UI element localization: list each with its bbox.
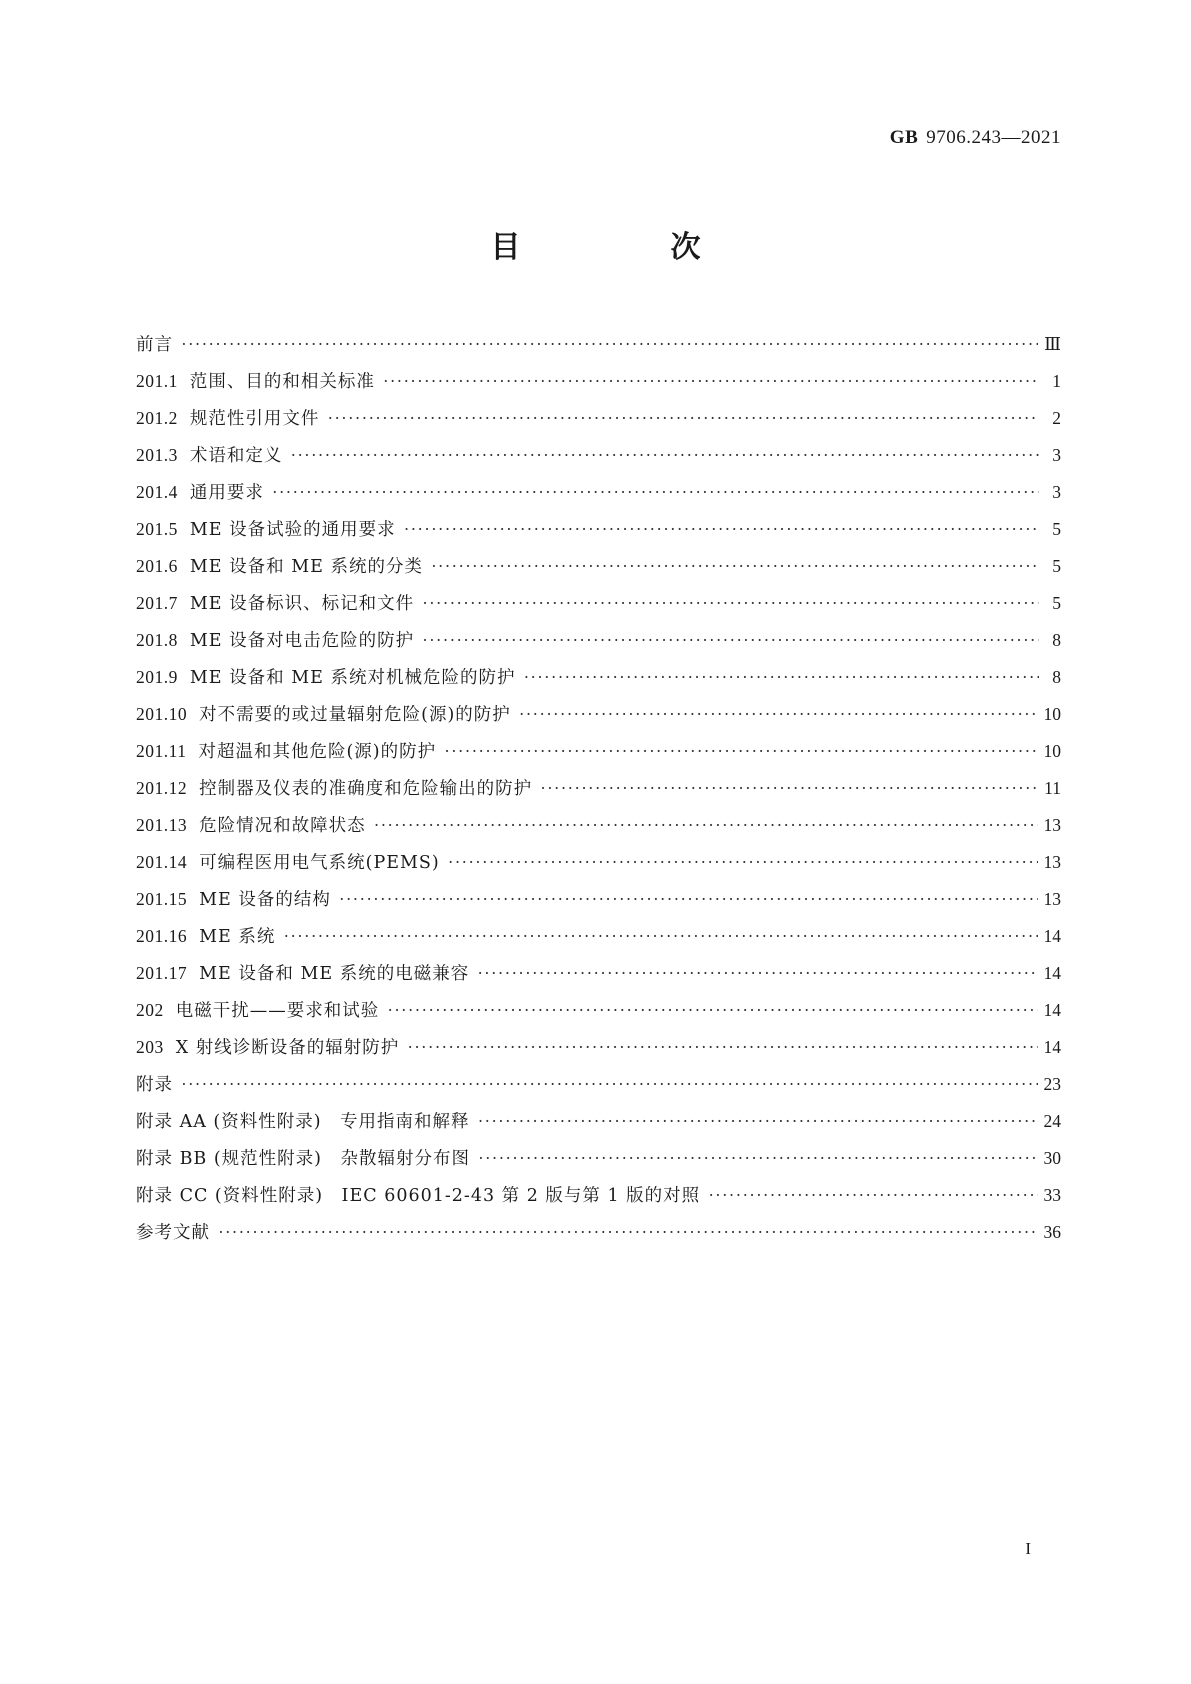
toc-entry[interactable] xyxy=(136,1140,1061,1177)
toc-leader-dots xyxy=(404,511,1039,548)
toc-entry-page: 14 xyxy=(1043,1000,1061,1020)
toc-entry-number: 201.2 xyxy=(136,408,178,428)
toc-entry-title: ME 系统 xyxy=(199,927,276,947)
toc-entry-number: 201.7 xyxy=(136,593,178,613)
toc-entry-page: 5 xyxy=(1052,593,1061,613)
toc-leader-dots xyxy=(218,1214,1038,1251)
toc-entry-page: Ⅲ xyxy=(1044,334,1061,354)
toc-entry-number: 201.1 xyxy=(136,371,178,391)
toc-entry[interactable] xyxy=(136,437,1061,474)
toc-leader-dots xyxy=(478,1103,1038,1140)
toc-leader-dots xyxy=(283,918,1037,955)
toc-entry-page: 5 xyxy=(1052,556,1061,576)
toc-entry[interactable] xyxy=(136,770,1061,807)
toc-entry-title: 附录 xyxy=(136,1075,173,1095)
toc-leader-dots xyxy=(519,696,1038,733)
toc-entry-title: 对超温和其他危险(源)的防护 xyxy=(198,742,437,762)
standard-code xyxy=(890,127,1061,149)
toc-entry[interactable] xyxy=(136,326,1061,363)
toc-leader-dots xyxy=(383,363,1039,400)
toc-entry-title: 参考文献 xyxy=(136,1223,210,1243)
toc-entry[interactable] xyxy=(136,1103,1061,1140)
toc-entry-title: 危险情况和故障状态 xyxy=(199,816,366,836)
toc-entry-page: 13 xyxy=(1043,889,1061,909)
toc-entry-title: 附录 AA (资料性附录) 专用指南和解释 xyxy=(136,1112,470,1132)
toc-entry-title: ME 设备和 ME 系统的电磁兼容 xyxy=(199,964,470,984)
toc-leader-dots xyxy=(422,622,1039,659)
toc-entry-number: 201.3 xyxy=(136,445,178,465)
toc-entry-number: 201.15 xyxy=(136,889,188,909)
toc-entry-title: ME 设备和 ME 系统对机械危险的防护 xyxy=(189,668,516,688)
toc-leader-dots xyxy=(181,1066,1038,1103)
toc-entry-title: 对不需要的或过量辐射危险(源)的防护 xyxy=(199,705,511,725)
toc-leader-dots xyxy=(339,881,1038,918)
toc-entry[interactable] xyxy=(136,992,1061,1029)
toc-entry-number: 201.8 xyxy=(136,630,178,650)
toc-entry-title: 可编程医用电气系统(PEMS) xyxy=(199,853,440,873)
toc-entry-page: 14 xyxy=(1043,963,1061,983)
toc-entry[interactable] xyxy=(136,1214,1061,1251)
toc-entry-page: 13 xyxy=(1043,852,1061,872)
toc-entry-number: 201.5 xyxy=(136,519,178,539)
toc-leader-dots xyxy=(540,770,1038,807)
toc-entry-number: 203 xyxy=(136,1037,164,1057)
toc-entry-title: 范围、目的和相关标准 xyxy=(189,372,375,392)
toc-entry-title: 附录 BB (规范性附录) 杂散辐射分布图 xyxy=(136,1149,470,1169)
toc-entry-number: 201.6 xyxy=(136,556,178,576)
toc-entry-page: 36 xyxy=(1043,1222,1061,1242)
toc-entry-number: 201.13 xyxy=(136,815,188,835)
toc-leader-dots xyxy=(272,474,1039,511)
toc-entry[interactable] xyxy=(136,585,1061,622)
toc-entry-title: ME 设备标识、标记和文件 xyxy=(189,594,415,614)
toc-entry[interactable] xyxy=(136,807,1061,844)
toc-leader-dots xyxy=(523,659,1039,696)
toc-entry-page: 14 xyxy=(1043,926,1061,946)
toc-leader-dots xyxy=(708,1177,1037,1214)
toc-entry-page: 3 xyxy=(1052,445,1061,465)
toc-entry-title: ME 设备和 ME 系统的分类 xyxy=(189,557,423,577)
toc-entry-title: 前言 xyxy=(136,335,173,355)
table-of-contents xyxy=(136,326,1061,1251)
toc-leader-dots xyxy=(477,955,1037,992)
toc-entry-page: 8 xyxy=(1052,630,1061,650)
toc-entry-title: X 射线诊断设备的辐射防护 xyxy=(175,1038,400,1058)
toc-entry-title: ME 设备试验的通用要求 xyxy=(189,520,396,540)
toc-entry-title: 术语和定义 xyxy=(189,446,283,466)
toc-entry-title: 附录 CC (资料性附录) IEC 60601-2-43 第 2 版与第 1 版的对照 xyxy=(136,1186,701,1206)
page-number: I xyxy=(1025,1539,1031,1558)
toc-entry-page: 10 xyxy=(1043,704,1061,724)
toc-entry-title: 通用要求 xyxy=(189,483,264,503)
toc-entry[interactable] xyxy=(136,955,1061,992)
standard-number: 9706.243—2021 xyxy=(926,127,1061,148)
toc-entry-number: 201.11 xyxy=(136,741,187,761)
toc-entry-number: 202 xyxy=(136,1000,164,1020)
toc-entry-title: ME 设备的结构 xyxy=(199,890,331,910)
toc-entry-page: 24 xyxy=(1043,1111,1061,1131)
toc-leader-dots xyxy=(448,844,1038,881)
toc-entry-title: 控制器及仪表的准确度和危险输出的防护 xyxy=(199,779,533,799)
toc-entry-number: 201.12 xyxy=(136,778,188,798)
toc-leader-dots xyxy=(181,326,1038,363)
toc-entry-page: 33 xyxy=(1043,1185,1061,1205)
toc-entry-page: 13 xyxy=(1043,815,1061,835)
toc-entry[interactable] xyxy=(136,918,1061,955)
toc-leader-dots xyxy=(290,437,1039,474)
toc-entry[interactable] xyxy=(136,659,1061,696)
toc-entry-page: 14 xyxy=(1043,1037,1061,1057)
toc-entry[interactable] xyxy=(136,511,1061,548)
toc-entry-number: 201.9 xyxy=(136,667,178,687)
toc-leader-dots xyxy=(374,807,1038,844)
toc-leader-dots xyxy=(422,585,1039,622)
toc-entry-title: 电磁干扰——要求和试验 xyxy=(175,1001,380,1021)
toc-leader-dots xyxy=(444,733,1037,770)
toc-entry-page: 3 xyxy=(1052,482,1061,502)
toc-entry-number: 201.16 xyxy=(136,926,188,946)
toc-entry[interactable] xyxy=(136,1029,1061,1066)
toc-entry[interactable] xyxy=(136,844,1061,881)
toc-entry[interactable] xyxy=(136,1177,1061,1214)
toc-entry-page: 23 xyxy=(1043,1074,1061,1094)
toc-leader-dots xyxy=(387,992,1037,1029)
toc-leader-dots xyxy=(327,400,1039,437)
toc-entry-page: 5 xyxy=(1052,519,1061,539)
toc-entry[interactable] xyxy=(136,696,1061,733)
toc-leader-dots xyxy=(431,548,1039,585)
toc-entry-page: 2 xyxy=(1052,408,1061,428)
toc-entry-page: 30 xyxy=(1043,1148,1061,1168)
toc-entry[interactable] xyxy=(136,400,1061,437)
toc-entry[interactable] xyxy=(136,548,1061,585)
toc-entry-page: 10 xyxy=(1043,741,1061,761)
page-title: 目 次 xyxy=(490,230,761,265)
standard-prefix: GB xyxy=(889,127,919,148)
toc-entry-number: 201.4 xyxy=(136,482,178,502)
toc-entry[interactable] xyxy=(136,363,1061,400)
toc-entry-title: ME 设备对电击危险的防护 xyxy=(189,631,415,651)
toc-entry-page: 11 xyxy=(1044,778,1061,798)
toc-entry-number: 201.14 xyxy=(136,852,188,872)
toc-entry[interactable] xyxy=(136,622,1061,659)
toc-entry-page: 8 xyxy=(1052,667,1061,687)
toc-leader-dots xyxy=(407,1029,1037,1066)
toc-entry[interactable] xyxy=(136,474,1061,511)
toc-entry[interactable] xyxy=(136,733,1061,770)
toc-entry[interactable] xyxy=(136,1066,1061,1103)
toc-entry-page: 1 xyxy=(1052,371,1061,391)
toc-entry-number: 201.17 xyxy=(136,963,188,983)
toc-entry[interactable] xyxy=(136,881,1061,918)
toc-entry-title: 规范性引用文件 xyxy=(189,409,320,429)
toc-entry-number: 201.10 xyxy=(136,704,188,724)
toc-leader-dots xyxy=(478,1140,1038,1177)
